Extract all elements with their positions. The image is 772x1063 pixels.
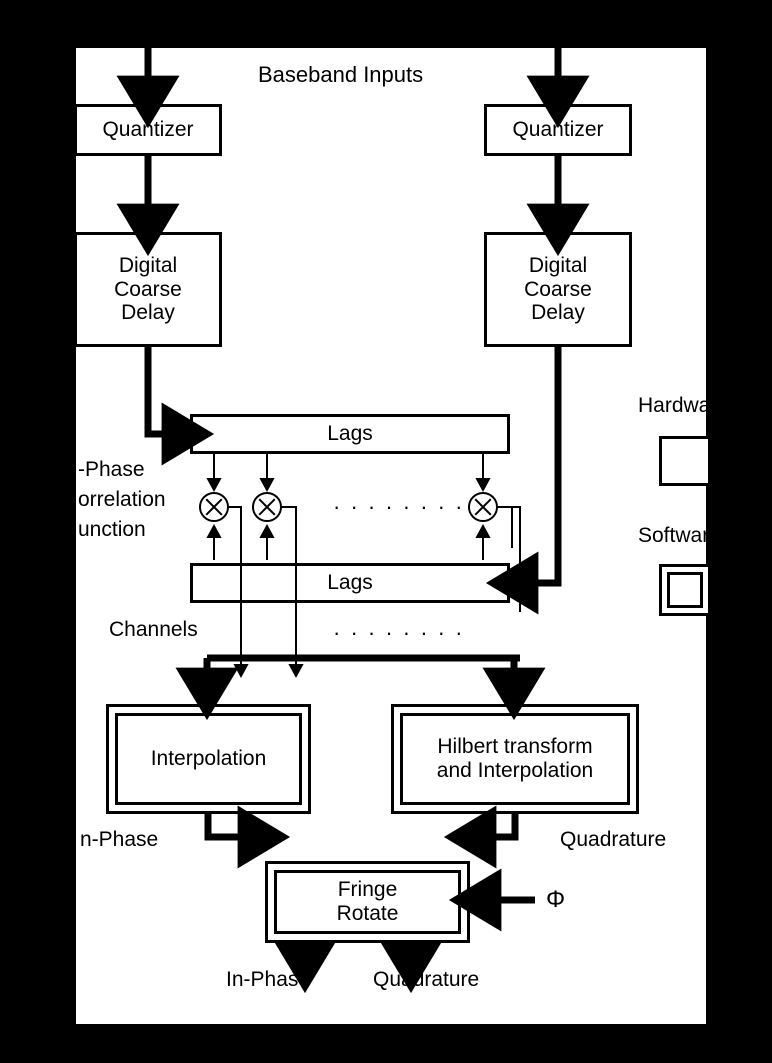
legend-software-swatch: [659, 564, 711, 616]
label-in-phase-mid: n-Phase: [80, 828, 159, 851]
block-label-line: and Interpolation: [436, 759, 594, 782]
block-lags-top: [190, 414, 510, 454]
block-digital-coarse-delay-right: [484, 232, 632, 347]
block-label-line: Digital: [528, 254, 588, 278]
block-label-line: Digital: [118, 254, 178, 278]
block-lags-bottom: [190, 563, 510, 603]
block-quantizer-right: [484, 104, 632, 156]
label-quadrature-output: Quadrature: [373, 968, 480, 991]
block-label-line: Coarse: [114, 277, 182, 301]
block-label: Lags: [327, 571, 373, 595]
label-in-phase-output: In-Phase: [226, 968, 311, 991]
block-label-line: Rotate: [336, 902, 399, 925]
ellipsis-multipliers: · · · · · · · ·: [333, 494, 465, 519]
multiplier-icon: [252, 492, 282, 522]
label-channels: Channels: [109, 618, 198, 641]
block-label: Quantizer: [102, 118, 194, 142]
block-label-line: Delay: [121, 301, 175, 325]
label-in-phase-correlation-line1: -Phase: [78, 458, 145, 481]
figure-title: Baseband Inputs: [258, 62, 424, 87]
ellipsis-channels: · · · · · · · ·: [333, 620, 465, 645]
label-in-phase-correlation-line3: unction: [78, 518, 146, 541]
label-phi: Φ: [546, 886, 566, 913]
multiplier-icon: [199, 492, 229, 522]
block-label: Lags: [327, 422, 373, 446]
block-label-line: Fringe: [337, 877, 398, 901]
block-label-line: Coarse: [524, 277, 592, 301]
block-quantizer-left: [74, 104, 222, 156]
block-fringe-rotate: [265, 861, 470, 943]
block-label: Interpolation: [150, 746, 267, 770]
legend-software-label: Softwar: [638, 524, 710, 547]
block-label: Quantizer: [512, 118, 604, 142]
multiplier-icon: [468, 492, 498, 522]
label-in-phase-correlation-line2: orrelation: [78, 488, 166, 511]
legend-hardware-label: Hardwa: [638, 394, 711, 417]
block-label-line: Hilbert transform: [437, 734, 593, 758]
block-interpolation: [106, 704, 311, 814]
label-quadrature-mid: Quadrature: [560, 828, 667, 851]
block-label-line: Delay: [531, 301, 585, 325]
legend-hardware-swatch: [659, 436, 711, 486]
block-hilbert-interpolation: [391, 704, 639, 814]
block-digital-coarse-delay-left: [74, 232, 222, 347]
